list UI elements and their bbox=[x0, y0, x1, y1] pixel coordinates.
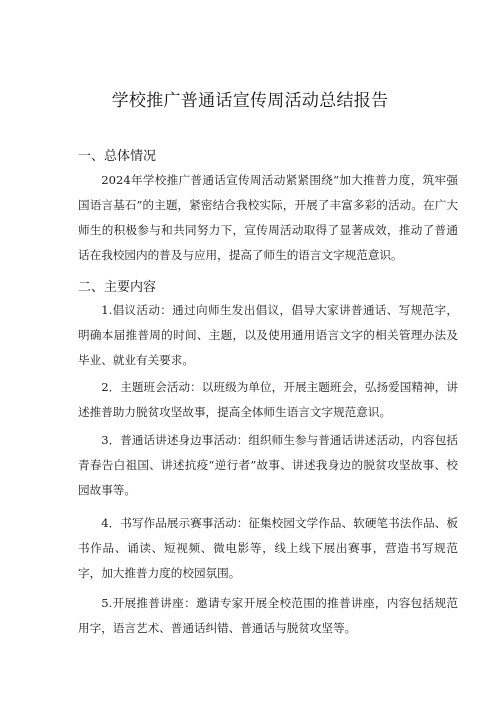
section-heading-main-content: 二、主要内容 bbox=[78, 280, 157, 295]
paragraph-item-1: 1.倡议活动：通过向师生发出倡议，倡导大家讲普通话、写规范字，明确本届推普周的时间、主题，以及使用通用语言文字的相关管理办法及毕业、就业有关要求。 bbox=[78, 303, 458, 367]
document-title: 学校推广普通话宣传周活动总结报告 bbox=[111, 91, 389, 111]
paragraph-overview: 2024年学校推广普通话宣传周活动紧紧围绕“加大推普力度，筑牢强国语言基石”的主题，紧密结合我校实际，开展了丰富多彩的活动。在广大师生的积极参与和共同努力下，宣传周活动取得了显著成效，推动了普通话在我校园内的普及与应用，提高了师生的语言文字规范意识。 bbox=[78, 173, 458, 262]
paragraph-item-3: 3．普通话讲述身边事活动：组织师生参与普通话讲述活动，内容包括青春告白祖国、讲述抗疫“逆行者”故事、讲述我身边的脱贫攻坚故事、校园故事等。 bbox=[78, 433, 458, 497]
paragraph-item-4: 4．书写作品展示赛事活动：征集校园文学作品、软硬笔书法作品、板书作品、诵读、短视频、微电影等，线上线下展出赛事，营造书写规范字，加大推普力度的校园氛围。 bbox=[78, 516, 458, 580]
paragraph-item-5: 5.开展推普讲座：邀请专家开展全校范围的推普讲座，内容包括规范用字，语言艺术、普通话纠错、普通话与脱贫攻坚等。 bbox=[78, 596, 458, 635]
section-heading-overview: 一、总体情况 bbox=[78, 149, 157, 164]
paragraph-item-2: 2．主题班会活动：以班级为单位，开展主题班会，弘扬爱国精神，讲述推普助力脱贫攻坚故事，提高全体师生语言文字规范意识。 bbox=[78, 380, 458, 419]
